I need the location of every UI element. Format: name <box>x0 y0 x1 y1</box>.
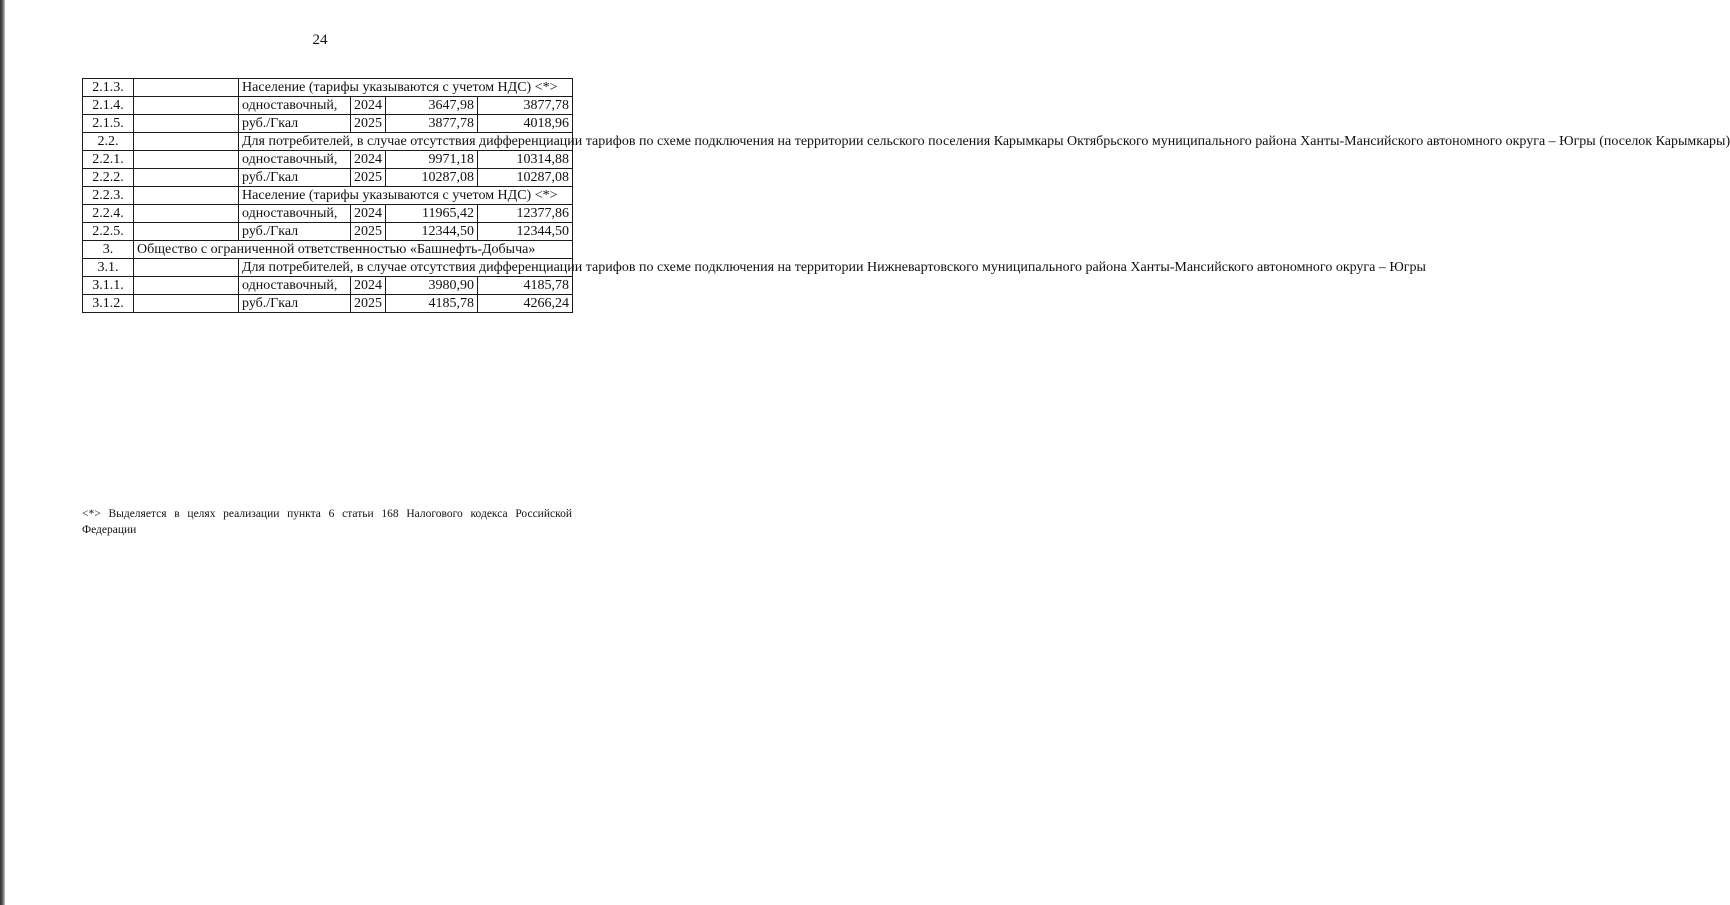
tariff-value-second-half: 12377,86 <box>478 205 573 223</box>
table-row <box>83 133 573 151</box>
table-row <box>83 241 573 259</box>
row-number: 2.2.1. <box>83 151 134 169</box>
tariff-value-first-half: 4185,78 <box>386 295 478 313</box>
table-row <box>83 277 573 295</box>
table-row <box>83 205 573 223</box>
table-row <box>83 151 573 169</box>
row-number: 2.2.2. <box>83 169 134 187</box>
tariff-year: 2025 <box>351 223 386 241</box>
tariff-value-first-half: 9971,18 <box>386 151 478 169</box>
tariff-unit: руб./Гкал <box>239 169 351 187</box>
empty-cell <box>134 205 239 223</box>
tariff-value-second-half: 3877,78 <box>478 97 573 115</box>
tariff-unit: руб./Гкал <box>239 223 351 241</box>
row-number: 2.2.3. <box>83 187 134 205</box>
tariff-unit: одноставочный, <box>239 277 351 295</box>
row-number: 2.1.3. <box>83 79 134 97</box>
table-row <box>83 187 573 205</box>
tariff-year: 2025 <box>351 115 386 133</box>
table-row <box>83 169 573 187</box>
row-number: 3. <box>83 241 134 259</box>
tariff-value-second-half: 4266,24 <box>478 295 573 313</box>
tariff-value-first-half: 11965,42 <box>386 205 478 223</box>
empty-cell <box>134 115 239 133</box>
footnote: <*> Выделяется в целях реализации пункта 6 статьи 168 Налогового кодекса Российской Федерации <box>82 508 572 536</box>
row-number: 2.2. <box>83 133 134 151</box>
tariff-unit: руб./Гкал <box>239 115 351 133</box>
tariff-unit: руб./Гкал <box>239 295 351 313</box>
table-row <box>83 97 573 115</box>
empty-cell <box>134 277 239 295</box>
empty-cell <box>134 169 239 187</box>
scan-edge <box>0 0 5 905</box>
tariff-value-first-half: 3877,78 <box>386 115 478 133</box>
tariff-table <box>82 78 1730 313</box>
tariff-year: 2024 <box>351 97 386 115</box>
tariff-year: 2025 <box>351 169 386 187</box>
row-number: 3.1.2. <box>83 295 134 313</box>
tariff-unit: одноставочный, <box>239 205 351 223</box>
tariff-value-second-half: 12344,50 <box>478 223 573 241</box>
tariff-year: 2024 <box>351 151 386 169</box>
empty-cell <box>134 79 239 97</box>
tariff-unit: одноставочный, <box>239 151 351 169</box>
row-number: 3.1.1. <box>83 277 134 295</box>
tariff-value-first-half: 10287,08 <box>386 169 478 187</box>
row-number: 2.1.5. <box>83 115 134 133</box>
organization-name: Общество с ограниченной ответственностью «Башнефть-Добыча» <box>134 241 573 259</box>
row-number: 2.1.4. <box>83 97 134 115</box>
tariff-value-first-half: 12344,50 <box>386 223 478 241</box>
row-number: 2.2.5. <box>83 223 134 241</box>
table-row <box>83 115 573 133</box>
tariff-year: 2024 <box>351 277 386 295</box>
empty-cell <box>134 187 239 205</box>
empty-cell <box>134 259 239 277</box>
tariff-year: 2025 <box>351 295 386 313</box>
row-description: Население (тарифы указываются с учетом НДС) <*> <box>239 79 573 97</box>
tariff-value-first-half: 3980,90 <box>386 277 478 295</box>
tariff-unit: одноставочный, <box>239 97 351 115</box>
row-number: 2.2.4. <box>83 205 134 223</box>
tariff-value-second-half: 4185,78 <box>478 277 573 295</box>
empty-cell <box>134 223 239 241</box>
tariff-value-second-half: 4018,96 <box>478 115 573 133</box>
empty-cell <box>134 295 239 313</box>
row-number: 3.1. <box>83 259 134 277</box>
row-description: Население (тарифы указываются с учетом НДС) <*> <box>239 187 573 205</box>
table-row <box>83 223 573 241</box>
table-row <box>83 259 573 277</box>
table-row <box>83 79 573 97</box>
tariff-year: 2024 <box>351 205 386 223</box>
page-number: 24 <box>312 32 328 48</box>
tariff-value-second-half: 10287,08 <box>478 169 573 187</box>
empty-cell <box>134 151 239 169</box>
empty-cell <box>134 97 239 115</box>
table-row <box>83 295 573 313</box>
tariff-value-first-half: 3647,98 <box>386 97 478 115</box>
tariff-value-second-half: 10314,88 <box>478 151 573 169</box>
empty-cell <box>134 133 239 151</box>
row-description: Для потребителей, в случае отсутствия дифференциации тарифов по схеме подключения на территории сельского поселения Карымкары Октябрьского муниципального района Ханты-Мансийского автономного округа – Югры (поселок Карымкары) <box>239 133 573 151</box>
row-description: Для потребителей, в случае отсутствия дифференциации тарифов по схеме подключения на территории Нижневартовского муниципального района Ханты-Мансийского автономного округа – Югры <box>239 259 573 277</box>
